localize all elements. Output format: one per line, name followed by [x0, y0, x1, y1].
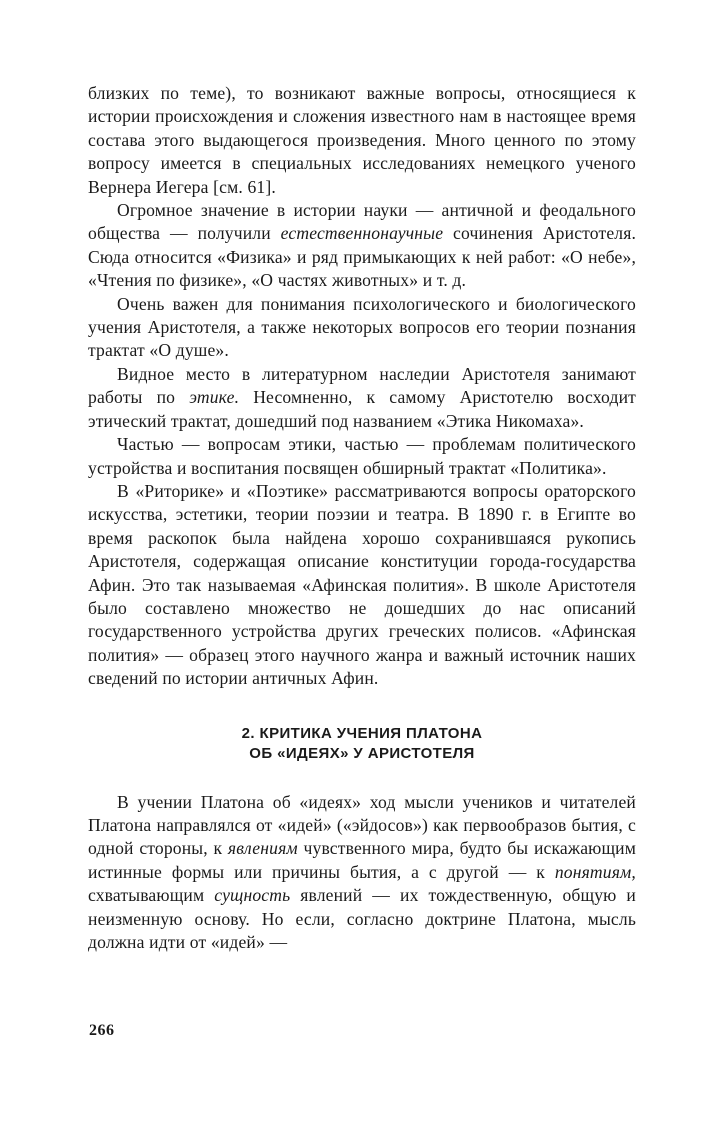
text-run: В «Риторике» и «Поэтике» рассматриваются вопросы ораторского искусства, эстетики, теории поэзии и театра. В 1890 г. в Египте во время раскопок была найдена хорошо сохранившаяся рукопись Аристотеля, содержащая описание конституции города-государства Афин. Это так называемая «Афинская полития». В школе Аристотеля было составлено множество не дошедших до нас описаний государственного устройства других греческих полисов. «Афинская полития» — образец этого научного жанра и важный источник наших сведений по истории античных Афин.	[88, 480, 636, 689]
text-run: Несомненно, к самому Аристотелю восходит этический трактат, дошедший под названием «Этика Никомаха».	[88, 387, 636, 431]
paragraph	[88, 199, 636, 293]
closing-paragraph	[88, 791, 636, 955]
paragraph	[88, 293, 636, 363]
italic-term: этике.	[189, 387, 240, 408]
italic-term: сущность	[214, 885, 291, 906]
paragraph-list	[88, 82, 636, 691]
body-text	[88, 82, 636, 954]
paragraph	[88, 82, 636, 199]
text-run: явлений — их тождественную, общую и неизменную основу. Но если, согласно доктрине Платона, мысль должна идти от «идей» —	[88, 885, 636, 952]
italic-term: понятиям,	[554, 861, 636, 882]
paragraph	[88, 480, 636, 691]
text-run: схватывающим	[88, 885, 215, 906]
section-heading	[88, 724, 636, 764]
italic-term: явлениям	[227, 838, 298, 859]
paragraph	[88, 433, 636, 480]
paragraph	[88, 363, 636, 433]
text-run: Частью — вопросам этики, частью — проблемам политического устройства и воспитания посвящен обширный трактат «Политика».	[88, 434, 636, 478]
section-heading-line-2: ОБ «ИДЕЯХ» У АРИСТОТЕЛЯ	[249, 744, 475, 762]
text-run: чувственного мира, будто бы искажающим истинные формы или причины бытия, а с другой — к	[88, 838, 636, 882]
text-run: Очень важен для понимания психологического и биологического учения Аристотеля, а также некоторых вопросов его теории познания трактат «О душе».	[88, 293, 636, 361]
page-number: 266	[89, 1022, 115, 1039]
section-heading-line-1: 2. КРИТИКА УЧЕНИЯ ПЛАТОНА	[241, 724, 483, 742]
text-run: сочинения Аристотеля. Сюда относится «Физика» и ряд примыкающих к ней работ: «О небе», «Чтения по физике», «О частях животных» и т. д.	[88, 223, 636, 291]
text-run: В учении Платона об «идеях» ход мысли учеников и читателей Платона направлялся от «идей» («эйдосов») как первообразов бытия, с одной стороны, к	[88, 791, 636, 859]
italic-term: естественнонаучные	[280, 223, 444, 244]
text-run: Видное место в литературном наследии Аристотеля занимают работы по	[88, 363, 636, 408]
text-run: Огромное значение в истории науки — античной и феодального общества — получили	[88, 200, 636, 244]
text-run: близких по теме), то возникают важные вопросы, относящиеся к истории происхождения и сложения известного нам в настоящее время состава этого выдающегося произведения. Много ценного по этому вопросу имеется в специальных исследованиях немецкого ученого Вернера Иегера [см. 61].	[88, 83, 636, 197]
